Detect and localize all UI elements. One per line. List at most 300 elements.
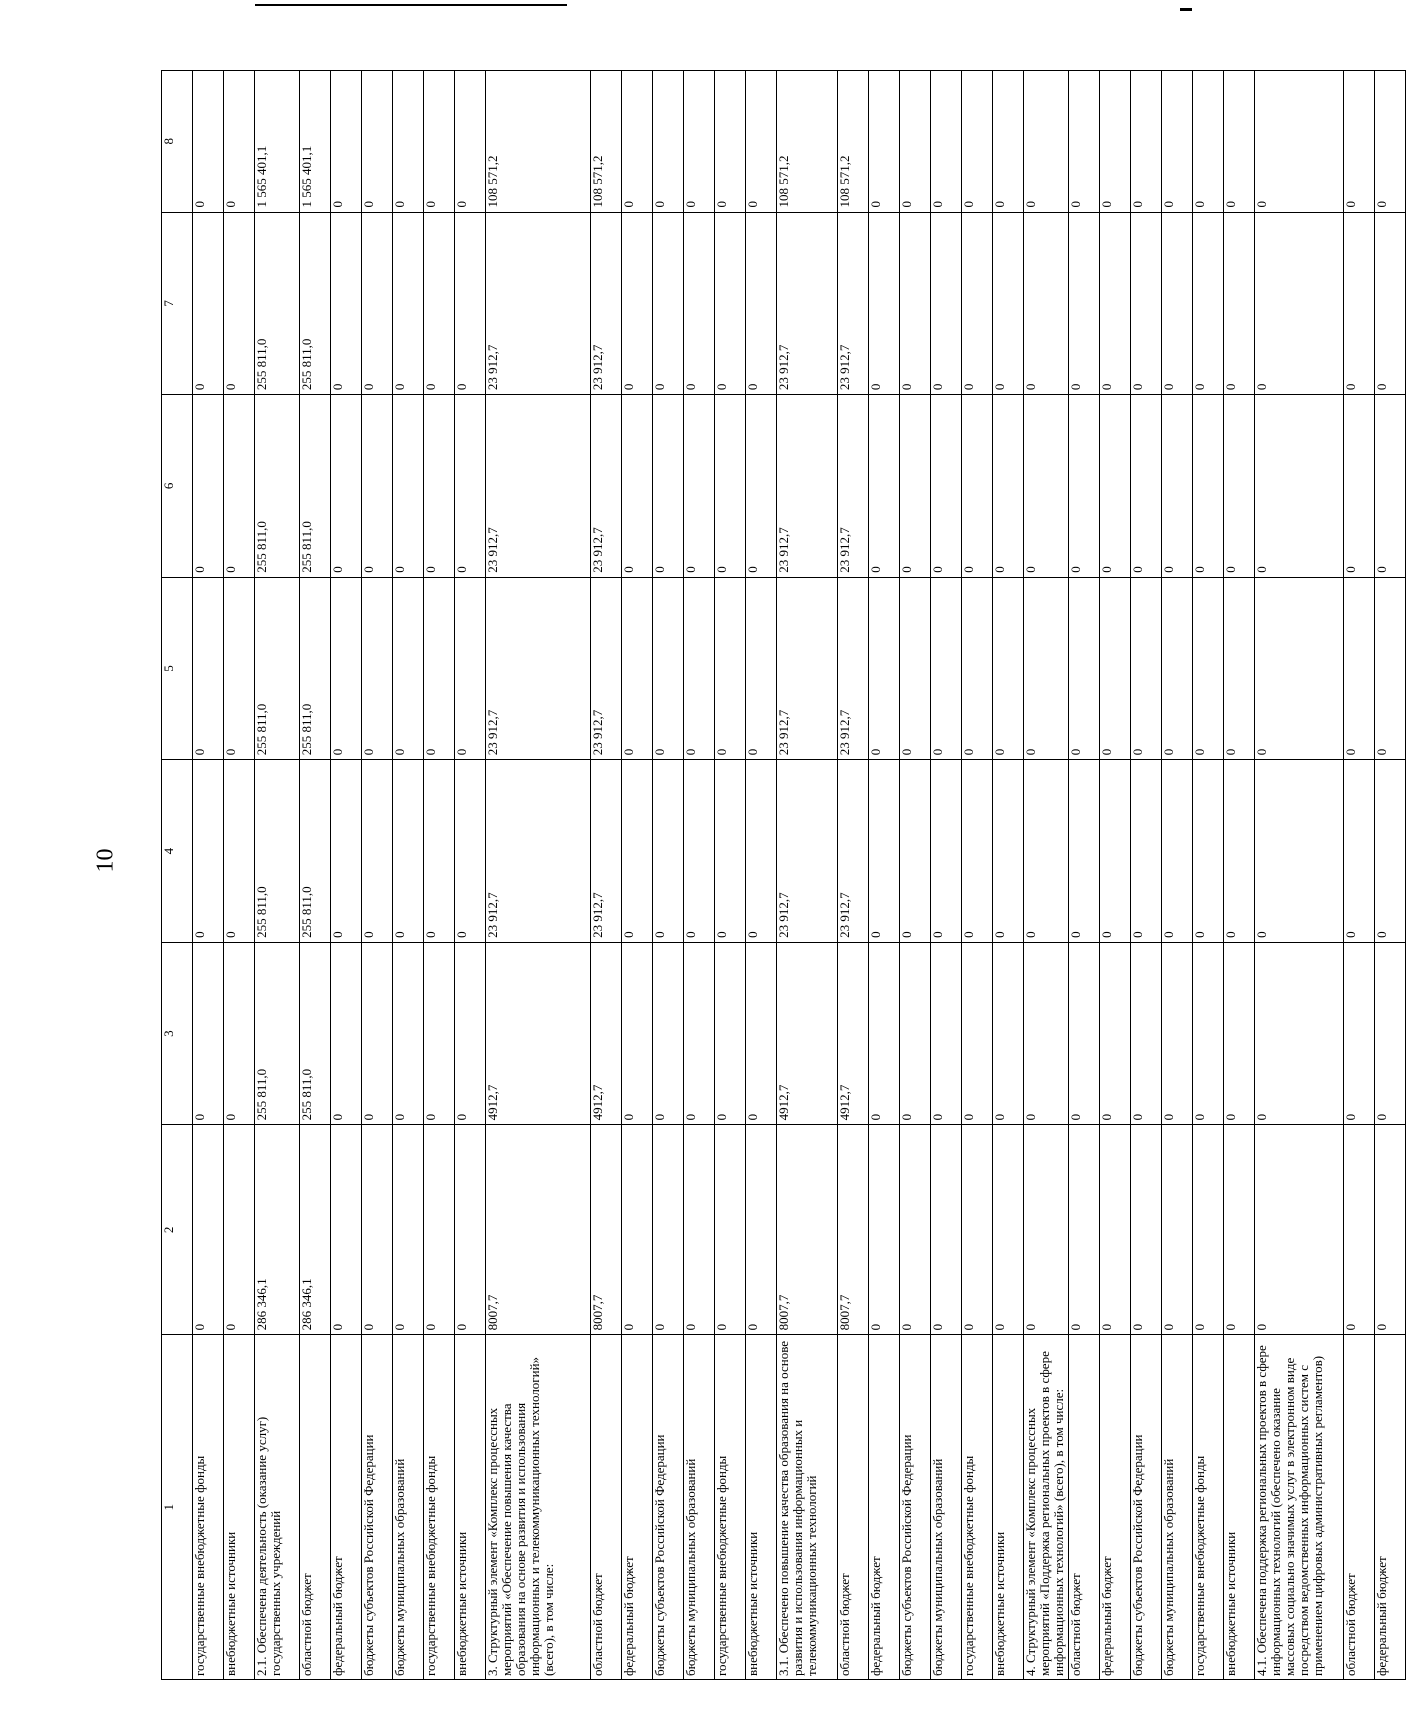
value-cell-col-8: 1 565 401,1 xyxy=(255,71,300,213)
row-label: федеральный бюджет xyxy=(1100,1335,1131,1680)
value-cell-col-2: 286 346,1 xyxy=(300,1125,331,1335)
value-cell-col-6: 0 xyxy=(224,395,255,578)
value-cell-col-4: 255 811,0 xyxy=(300,760,331,943)
row-label: государственные внебюджетные фонды xyxy=(424,1335,455,1680)
row-label: внебюджетные источники xyxy=(455,1335,486,1680)
value-cell-col-3: 0 xyxy=(684,942,715,1125)
value-cell-col-2: 0 xyxy=(962,1125,993,1335)
value-cell-col-2: 0 xyxy=(1344,1125,1375,1335)
value-cell-col-3: 0 xyxy=(1193,942,1224,1125)
value-cell-col-2: 0 xyxy=(715,1125,746,1335)
value-cell-col-2: 0 xyxy=(653,1125,684,1335)
value-cell-col-7: 0 xyxy=(622,212,653,395)
value-cell-col-8: 0 xyxy=(193,71,224,213)
row-label: 3.1. Обеспечено повышение качества образования на основе развития и использования информационных и телекоммуникационных технологий xyxy=(777,1335,838,1680)
value-cell-col-8: 0 xyxy=(900,71,931,213)
value-cell-col-8: 0 xyxy=(1162,71,1193,213)
value-cell-col-7: 0 xyxy=(653,212,684,395)
value-cell-col-4: 0 xyxy=(931,760,962,943)
value-cell-col-2: 0 xyxy=(869,1125,900,1335)
value-cell-col-2: 8007,7 xyxy=(777,1125,838,1335)
value-cell-col-7: 23 912,7 xyxy=(777,212,838,395)
value-cell-col-4: 0 xyxy=(424,760,455,943)
table-row xyxy=(331,71,362,1680)
value-cell-col-4: 0 xyxy=(1344,760,1375,943)
row-label: бюджеты субъектов Российской Федерации xyxy=(362,1335,393,1680)
value-cell-col-5: 23 912,7 xyxy=(591,577,622,760)
value-cell-col-3: 0 xyxy=(362,942,393,1125)
value-cell-col-5: 0 xyxy=(931,577,962,760)
value-cell-col-5: 0 xyxy=(1255,577,1344,760)
page-number xyxy=(92,840,120,880)
value-cell-col-6: 0 xyxy=(1131,395,1162,578)
value-cell-col-7: 0 xyxy=(1193,212,1224,395)
value-cell-col-5: 0 xyxy=(715,577,746,760)
row-label: бюджеты субъектов Российской Федерации xyxy=(900,1335,931,1680)
value-cell-col-7: 0 xyxy=(684,212,715,395)
value-cell-col-7: 0 xyxy=(1024,212,1069,395)
value-cell-col-3: 0 xyxy=(393,942,424,1125)
value-cell-col-5: 0 xyxy=(746,577,777,760)
value-cell-col-8: 0 xyxy=(1131,71,1162,213)
value-cell-col-8: 0 xyxy=(1224,71,1255,213)
value-cell-col-3: 0 xyxy=(869,942,900,1125)
value-cell-col-5: 0 xyxy=(1024,577,1069,760)
table-row xyxy=(362,71,393,1680)
table-row xyxy=(1344,71,1375,1680)
value-cell-col-5: 23 912,7 xyxy=(838,577,869,760)
table-row xyxy=(1069,71,1100,1680)
value-cell-col-7: 0 xyxy=(1224,212,1255,395)
header-cell-7: 7 xyxy=(162,212,193,395)
value-cell-col-6: 0 xyxy=(684,395,715,578)
table-row xyxy=(455,71,486,1680)
value-cell-col-3: 0 xyxy=(193,942,224,1125)
value-cell-col-4: 0 xyxy=(1100,760,1131,943)
value-cell-col-5: 0 xyxy=(869,577,900,760)
value-cell-col-7: 0 xyxy=(1162,212,1193,395)
header-cell-6: 6 xyxy=(162,395,193,578)
value-cell-col-6: 0 xyxy=(1344,395,1375,578)
value-cell-col-7: 0 xyxy=(1344,212,1375,395)
value-cell-col-7: 0 xyxy=(1131,212,1162,395)
value-cell-col-5: 0 xyxy=(1193,577,1224,760)
value-cell-col-2: 0 xyxy=(455,1125,486,1335)
value-cell-col-6: 0 xyxy=(1100,395,1131,578)
value-cell-col-4: 23 912,7 xyxy=(838,760,869,943)
value-cell-col-3: 0 xyxy=(1162,942,1193,1125)
value-cell-col-8: 0 xyxy=(362,71,393,213)
value-cell-col-3: 0 xyxy=(931,942,962,1125)
table-row xyxy=(393,71,424,1680)
value-cell-col-6: 0 xyxy=(993,395,1024,578)
value-cell-col-6: 0 xyxy=(1162,395,1193,578)
value-cell-col-2: 8007,7 xyxy=(486,1125,591,1335)
table-row xyxy=(900,71,931,1680)
value-cell-col-4: 0 xyxy=(193,760,224,943)
row-label: областной бюджет xyxy=(1069,1335,1100,1680)
value-cell-col-7: 23 912,7 xyxy=(838,212,869,395)
value-cell-col-3: 0 xyxy=(1100,942,1131,1125)
value-cell-col-3: 0 xyxy=(1024,942,1069,1125)
table-row xyxy=(486,71,591,1680)
page-number-text: 10 xyxy=(92,848,119,872)
value-cell-col-7: 0 xyxy=(455,212,486,395)
value-cell-col-3: 0 xyxy=(1344,942,1375,1125)
value-cell-col-6: 23 912,7 xyxy=(838,395,869,578)
value-cell-col-4: 0 xyxy=(746,760,777,943)
row-label: внебюджетные источники xyxy=(1224,1335,1255,1680)
value-cell-col-5: 0 xyxy=(1344,577,1375,760)
value-cell-col-5: 0 xyxy=(393,577,424,760)
value-cell-col-2: 0 xyxy=(1375,1125,1406,1335)
value-cell-col-3: 0 xyxy=(455,942,486,1125)
value-cell-col-4: 0 xyxy=(900,760,931,943)
row-label: бюджеты субъектов Российской Федерации xyxy=(1131,1335,1162,1680)
value-cell-col-7: 0 xyxy=(424,212,455,395)
value-cell-col-7: 0 xyxy=(869,212,900,395)
table-row xyxy=(591,71,622,1680)
value-cell-col-6: 0 xyxy=(393,395,424,578)
value-cell-col-8: 0 xyxy=(1255,71,1344,213)
table-row xyxy=(931,71,962,1680)
table-row xyxy=(1024,71,1069,1680)
value-cell-col-3: 0 xyxy=(1375,942,1406,1125)
value-cell-col-7: 0 xyxy=(362,212,393,395)
value-cell-col-4: 0 xyxy=(869,760,900,943)
value-cell-col-8: 108 571,2 xyxy=(838,71,869,213)
value-cell-col-6: 0 xyxy=(424,395,455,578)
value-cell-col-7: 23 912,7 xyxy=(486,212,591,395)
table-row xyxy=(962,71,993,1680)
row-label: 4.1. Обеспечена поддержка региональных проектов в сфере информационных технологий (обеспечено оказание массовых социально значимых услуг в электронном виде посредством ведомственных информационных систем с применением цифровых административных регламентов) xyxy=(1255,1335,1344,1680)
value-cell-col-6: 0 xyxy=(900,395,931,578)
value-cell-col-4: 23 912,7 xyxy=(777,760,838,943)
value-cell-col-3: 0 xyxy=(331,942,362,1125)
value-cell-col-4: 0 xyxy=(331,760,362,943)
value-cell-col-4: 0 xyxy=(362,760,393,943)
row-label: бюджеты муниципальных образований xyxy=(684,1335,715,1680)
table-row xyxy=(777,71,838,1680)
value-cell-col-5: 255 811,0 xyxy=(255,577,300,760)
value-cell-col-7: 0 xyxy=(224,212,255,395)
table-row xyxy=(300,71,331,1680)
value-cell-col-8: 0 xyxy=(746,71,777,213)
value-cell-col-6: 0 xyxy=(931,395,962,578)
value-cell-col-7: 0 xyxy=(1375,212,1406,395)
value-cell-col-5: 0 xyxy=(224,577,255,760)
value-cell-col-5: 23 912,7 xyxy=(777,577,838,760)
value-cell-col-2: 0 xyxy=(684,1125,715,1335)
value-cell-col-4: 0 xyxy=(962,760,993,943)
value-cell-col-6: 255 811,0 xyxy=(255,395,300,578)
value-cell-col-8: 0 xyxy=(622,71,653,213)
value-cell-col-7: 0 xyxy=(746,212,777,395)
row-label: государственные внебюджетные фонды xyxy=(715,1335,746,1680)
value-cell-col-4: 0 xyxy=(393,760,424,943)
value-cell-col-8: 0 xyxy=(1069,71,1100,213)
header-cell-3: 3 xyxy=(162,942,193,1125)
row-label: государственные внебюджетные фонды xyxy=(1193,1335,1224,1680)
value-cell-col-8: 0 xyxy=(424,71,455,213)
row-label: государственные внебюджетные фонды xyxy=(962,1335,993,1680)
value-cell-col-6: 0 xyxy=(653,395,684,578)
table-row xyxy=(622,71,653,1680)
value-cell-col-6: 0 xyxy=(331,395,362,578)
value-cell-col-8: 0 xyxy=(393,71,424,213)
value-cell-col-4: 0 xyxy=(715,760,746,943)
value-cell-col-6: 0 xyxy=(1193,395,1224,578)
value-cell-col-3: 0 xyxy=(746,942,777,1125)
value-cell-col-2: 0 xyxy=(1131,1125,1162,1335)
value-cell-col-8: 108 571,2 xyxy=(486,71,591,213)
value-cell-col-7: 0 xyxy=(1069,212,1100,395)
value-cell-col-2: 0 xyxy=(622,1125,653,1335)
table-row xyxy=(424,71,455,1680)
value-cell-col-2: 0 xyxy=(393,1125,424,1335)
value-cell-col-2: 8007,7 xyxy=(591,1125,622,1335)
value-cell-col-2: 0 xyxy=(331,1125,362,1335)
value-cell-col-8: 0 xyxy=(962,71,993,213)
table-row xyxy=(1193,71,1224,1680)
value-cell-col-2: 8007,7 xyxy=(838,1125,869,1335)
row-label: внебюджетные источники xyxy=(746,1335,777,1680)
value-cell-col-6: 0 xyxy=(962,395,993,578)
value-cell-col-7: 23 912,7 xyxy=(591,212,622,395)
header-cell-4: 4 xyxy=(162,760,193,943)
value-cell-col-5: 0 xyxy=(424,577,455,760)
value-cell-col-7: 0 xyxy=(1100,212,1131,395)
value-cell-col-2: 0 xyxy=(900,1125,931,1335)
header-row xyxy=(162,71,193,1680)
value-cell-col-7: 255 811,0 xyxy=(255,212,300,395)
header-cell-1: 1 xyxy=(162,1335,193,1680)
value-cell-col-5: 0 xyxy=(962,577,993,760)
top-rule xyxy=(255,4,567,6)
value-cell-col-5: 0 xyxy=(684,577,715,760)
value-cell-col-8: 0 xyxy=(653,71,684,213)
value-cell-col-7: 0 xyxy=(900,212,931,395)
value-cell-col-4: 255 811,0 xyxy=(255,760,300,943)
value-cell-col-4: 0 xyxy=(1375,760,1406,943)
value-cell-col-6: 23 912,7 xyxy=(486,395,591,578)
value-cell-col-4: 0 xyxy=(455,760,486,943)
value-cell-col-8: 108 571,2 xyxy=(591,71,622,213)
row-label: бюджеты муниципальных образований xyxy=(931,1335,962,1680)
row-label: федеральный бюджет xyxy=(622,1335,653,1680)
value-cell-col-2: 0 xyxy=(931,1125,962,1335)
value-cell-col-5: 0 xyxy=(653,577,684,760)
table-row xyxy=(993,71,1024,1680)
value-cell-col-8: 0 xyxy=(1193,71,1224,213)
value-cell-col-8: 108 571,2 xyxy=(777,71,838,213)
value-cell-col-7: 0 xyxy=(962,212,993,395)
table-row xyxy=(193,71,224,1680)
value-cell-col-7: 0 xyxy=(993,212,1024,395)
value-cell-col-3: 0 xyxy=(1131,942,1162,1125)
row-label: бюджеты муниципальных образований xyxy=(393,1335,424,1680)
value-cell-col-2: 0 xyxy=(1024,1125,1069,1335)
value-cell-col-7: 255 811,0 xyxy=(300,212,331,395)
value-cell-col-3: 0 xyxy=(1224,942,1255,1125)
row-label: 3. Структурный элемент «Комплекс процессных мероприятий «Обеспечение повышения качества образования на основе развития и использования информационных и телекоммуникационных технологий» (всего), в том числе: xyxy=(486,1335,591,1680)
value-cell-col-6: 0 xyxy=(1224,395,1255,578)
value-cell-col-5: 0 xyxy=(622,577,653,760)
value-cell-col-3: 0 xyxy=(715,942,746,1125)
value-cell-col-8: 0 xyxy=(1375,71,1406,213)
value-cell-col-6: 0 xyxy=(715,395,746,578)
value-cell-col-3: 0 xyxy=(962,942,993,1125)
table-row xyxy=(1255,71,1344,1680)
value-cell-col-6: 0 xyxy=(1069,395,1100,578)
value-cell-col-3: 0 xyxy=(1255,942,1344,1125)
value-cell-col-3: 255 811,0 xyxy=(255,942,300,1125)
row-label: федеральный бюджет xyxy=(1375,1335,1406,1680)
row-label: областной бюджет xyxy=(1344,1335,1375,1680)
value-cell-col-4: 0 xyxy=(1131,760,1162,943)
value-cell-col-2: 0 xyxy=(193,1125,224,1335)
value-cell-col-8: 0 xyxy=(224,71,255,213)
value-cell-col-2: 0 xyxy=(1224,1125,1255,1335)
value-cell-col-7: 0 xyxy=(393,212,424,395)
value-cell-col-4: 0 xyxy=(684,760,715,943)
value-cell-col-7: 0 xyxy=(193,212,224,395)
value-cell-col-2: 286 346,1 xyxy=(255,1125,300,1335)
table-row xyxy=(1224,71,1255,1680)
row-label: областной бюджет xyxy=(591,1335,622,1680)
table-row xyxy=(1100,71,1131,1680)
value-cell-col-6: 0 xyxy=(1255,395,1344,578)
table-row xyxy=(746,71,777,1680)
value-cell-col-3: 0 xyxy=(1069,942,1100,1125)
value-cell-col-2: 0 xyxy=(224,1125,255,1335)
value-cell-col-5: 0 xyxy=(1224,577,1255,760)
row-label: бюджеты муниципальных образований xyxy=(1162,1335,1193,1680)
value-cell-col-4: 0 xyxy=(622,760,653,943)
value-cell-col-8: 1 565 401,1 xyxy=(300,71,331,213)
value-cell-col-4: 0 xyxy=(1224,760,1255,943)
table-row xyxy=(1131,71,1162,1680)
table-row xyxy=(653,71,684,1680)
value-cell-col-6: 0 xyxy=(1024,395,1069,578)
value-cell-col-8: 0 xyxy=(1100,71,1131,213)
value-cell-col-6: 23 912,7 xyxy=(777,395,838,578)
rotated-table-wrapper xyxy=(161,70,1389,1680)
table-row xyxy=(255,71,300,1680)
value-cell-col-3: 4912,7 xyxy=(591,942,622,1125)
value-cell-col-3: 0 xyxy=(900,942,931,1125)
value-cell-col-3: 0 xyxy=(224,942,255,1125)
value-cell-col-5: 0 xyxy=(1162,577,1193,760)
value-cell-col-2: 0 xyxy=(1162,1125,1193,1335)
row-label: 4. Структурный элемент «Комплекс процессных мероприятий «Поддержка региональных проектов в сфере информационных технологий» (всего), в том числе: xyxy=(1024,1335,1069,1680)
row-label: внебюджетные источники xyxy=(224,1335,255,1680)
value-cell-col-2: 0 xyxy=(746,1125,777,1335)
value-cell-col-3: 4912,7 xyxy=(838,942,869,1125)
value-cell-col-6: 23 912,7 xyxy=(591,395,622,578)
value-cell-col-7: 0 xyxy=(931,212,962,395)
value-cell-col-7: 0 xyxy=(715,212,746,395)
row-label: областной бюджет xyxy=(838,1335,869,1680)
top-right-dash xyxy=(1180,8,1192,11)
value-cell-col-2: 0 xyxy=(1100,1125,1131,1335)
value-cell-col-5: 0 xyxy=(331,577,362,760)
value-cell-col-6: 0 xyxy=(455,395,486,578)
value-cell-col-2: 0 xyxy=(362,1125,393,1335)
value-cell-col-5: 23 912,7 xyxy=(486,577,591,760)
value-cell-col-6: 0 xyxy=(1375,395,1406,578)
value-cell-col-8: 0 xyxy=(869,71,900,213)
value-cell-col-5: 0 xyxy=(193,577,224,760)
value-cell-col-3: 0 xyxy=(622,942,653,1125)
value-cell-col-8: 0 xyxy=(455,71,486,213)
row-label: бюджеты субъектов Российской Федерации xyxy=(653,1335,684,1680)
value-cell-col-2: 0 xyxy=(424,1125,455,1335)
table-row xyxy=(838,71,869,1680)
value-cell-col-4: 0 xyxy=(993,760,1024,943)
row-label: федеральный бюджет xyxy=(331,1335,362,1680)
value-cell-col-8: 0 xyxy=(931,71,962,213)
value-cell-col-4: 0 xyxy=(653,760,684,943)
row-label: государственные внебюджетные фонды xyxy=(193,1335,224,1680)
value-cell-col-5: 255 811,0 xyxy=(300,577,331,760)
row-label: областной бюджет xyxy=(300,1335,331,1680)
value-cell-col-3: 0 xyxy=(993,942,1024,1125)
value-cell-col-3: 0 xyxy=(653,942,684,1125)
value-cell-col-5: 0 xyxy=(993,577,1024,760)
value-cell-col-6: 0 xyxy=(193,395,224,578)
value-cell-col-5: 0 xyxy=(455,577,486,760)
value-cell-col-4: 0 xyxy=(1024,760,1069,943)
row-label: 2.1. Обеспечена деятельность (оказание услуг) государственных учреждений xyxy=(255,1335,300,1680)
value-cell-col-4: 0 xyxy=(1255,760,1344,943)
value-cell-col-5: 0 xyxy=(1131,577,1162,760)
value-cell-col-5: 0 xyxy=(362,577,393,760)
value-cell-col-4: 23 912,7 xyxy=(486,760,591,943)
value-cell-col-7: 0 xyxy=(1255,212,1344,395)
value-cell-col-3: 4912,7 xyxy=(777,942,838,1125)
value-cell-col-8: 0 xyxy=(715,71,746,213)
table-row xyxy=(684,71,715,1680)
value-cell-col-4: 0 xyxy=(1162,760,1193,943)
value-cell-col-2: 0 xyxy=(1255,1125,1344,1335)
header-cell-8: 8 xyxy=(162,71,193,213)
value-cell-col-6: 0 xyxy=(869,395,900,578)
value-cell-col-6: 255 811,0 xyxy=(300,395,331,578)
row-label: федеральный бюджет xyxy=(869,1335,900,1680)
value-cell-col-3: 255 811,0 xyxy=(300,942,331,1125)
table-row xyxy=(715,71,746,1680)
value-cell-col-6: 0 xyxy=(362,395,393,578)
value-cell-col-5: 0 xyxy=(900,577,931,760)
table-row xyxy=(1375,71,1406,1680)
table-row xyxy=(224,71,255,1680)
value-cell-col-4: 0 xyxy=(1069,760,1100,943)
value-cell-col-8: 0 xyxy=(684,71,715,213)
value-cell-col-7: 0 xyxy=(331,212,362,395)
value-cell-col-8: 0 xyxy=(993,71,1024,213)
value-cell-col-4: 0 xyxy=(224,760,255,943)
value-cell-col-4: 23 912,7 xyxy=(591,760,622,943)
value-cell-col-8: 0 xyxy=(331,71,362,213)
header-cell-2: 2 xyxy=(162,1125,193,1335)
value-cell-col-2: 0 xyxy=(993,1125,1024,1335)
value-cell-col-8: 0 xyxy=(1024,71,1069,213)
value-cell-col-2: 0 xyxy=(1069,1125,1100,1335)
value-cell-col-5: 0 xyxy=(1100,577,1131,760)
value-cell-col-6: 0 xyxy=(746,395,777,578)
value-cell-col-3: 0 xyxy=(424,942,455,1125)
